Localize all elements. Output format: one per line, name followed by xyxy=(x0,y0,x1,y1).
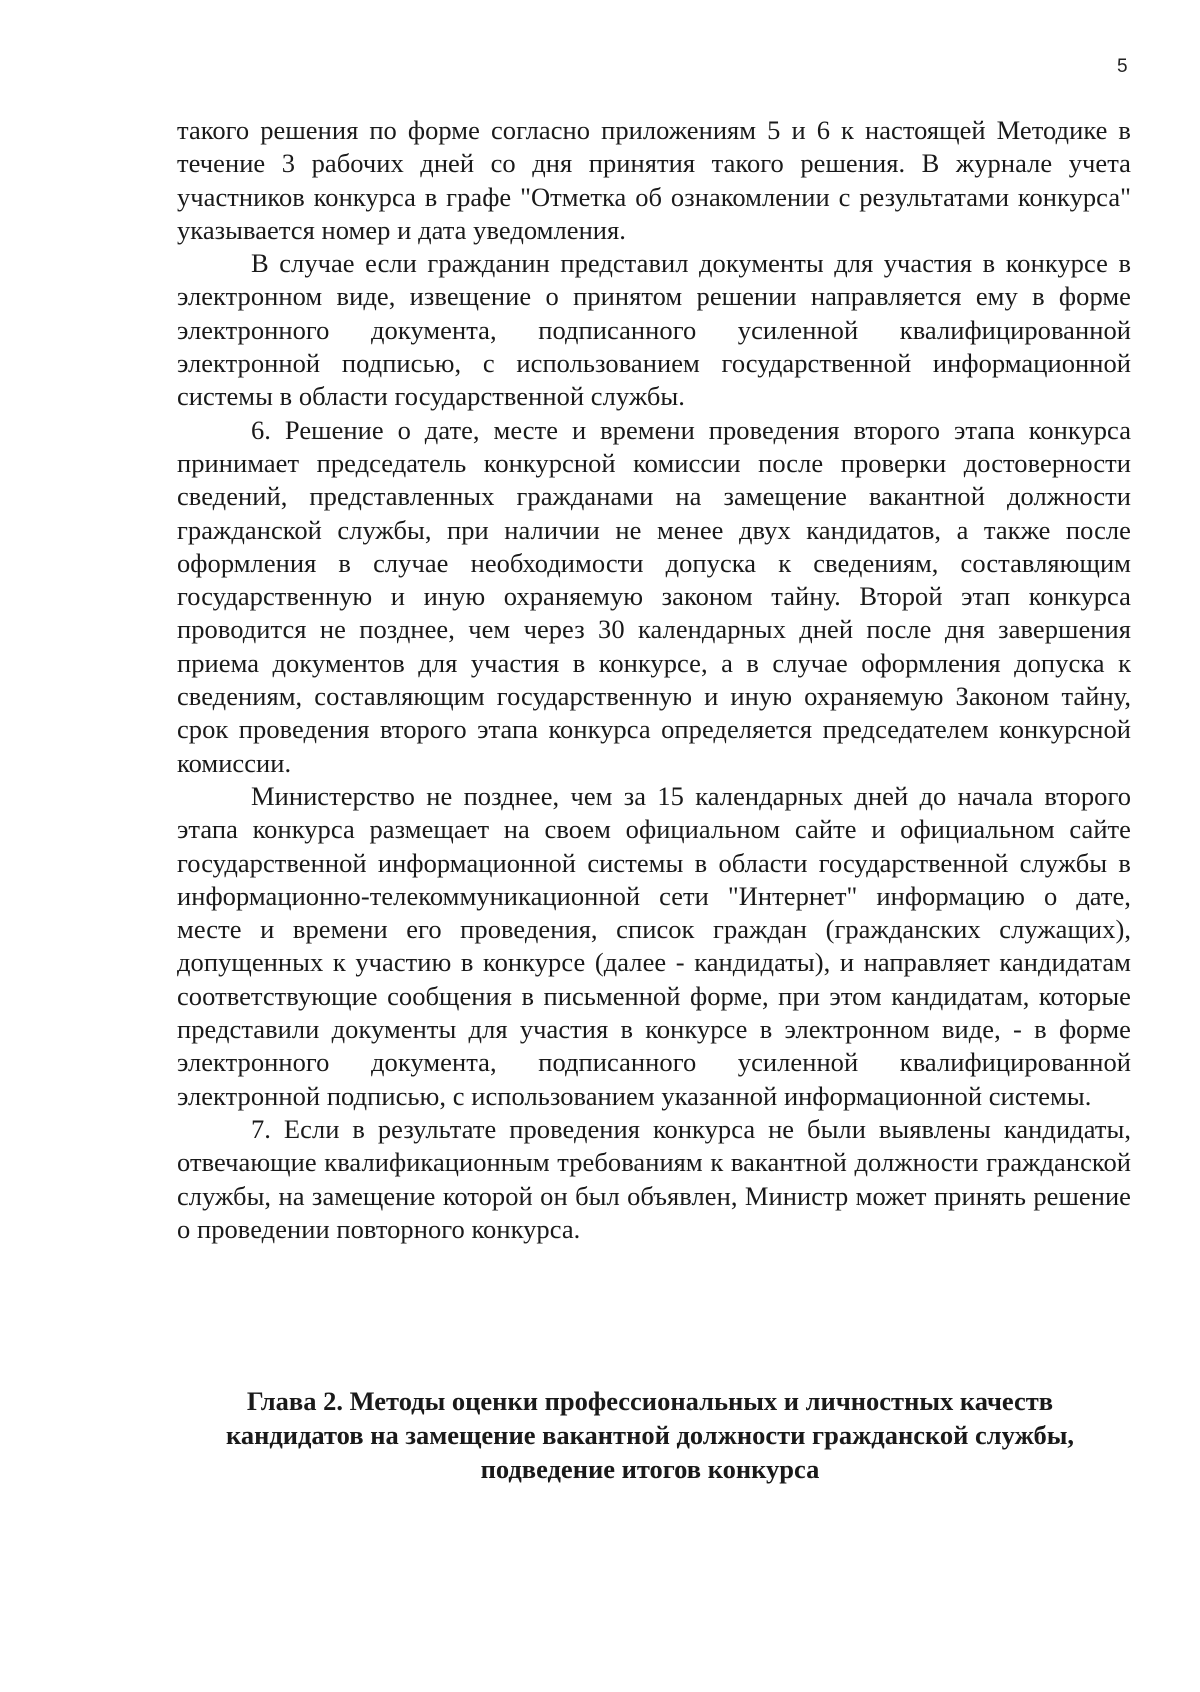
paragraph-5: 7. Если в результате проведения конкурса не были выявлены кандидаты, отвечающие квалификационным требованиям к вакантной должности гражданской службы, на замещение которой он был объявлен, Министр может принять решение о проведении повторного конкурса. xyxy=(177,1113,1131,1244)
paragraph-2: В случае если гражданин представил документы для участия в конкурсе в электронном виде, извещение о принятом решении направляется ему в форме электронного документа, подписанного усиленной квалифицированной электронной подписью, с использованием государственной информационной системы в области государственной службы. xyxy=(177,248,1131,412)
chapter-heading-line-1: Глава 2. Методы оценки профессиональных и личностных качеств xyxy=(246,1386,1054,1416)
chapter-heading-line-3: подведение итогов конкурса xyxy=(480,1454,820,1484)
page-number: 5 xyxy=(1117,56,1128,77)
document-body xyxy=(177,114,1131,1246)
chapter-heading xyxy=(150,1384,1150,1486)
paragraph-3: 6. Решение о дате, месте и времени проведения второго этапа конкурса принимает председатель конкурсной комиссии после проверки достоверности сведений, представленных гражданами на замещение вакантной должности гражданской службы, при наличии не менее двух кандидатов, а также после оформления в случае необходимости допуска к сведениям, составляющим государственную и иную охраняемую законом тайну. Второй этап конкурса проводится не позднее, чем через 30 календарных дней после дня завершения приема документов для участия в конкурсе, а в случае оформления допуска к сведениям, составляющим государственную и иную охраняемую Законом тайну, срок проведения второго этапа конкурса определяется председателем конкурсной комиссии. xyxy=(177,414,1131,778)
paragraph-4: Министерство не позднее, чем за 15 календарных дней до начала второго этапа конкурса размещает на своем официальном сайте и официальном сайте государственной информационной системы в области государственной службы в информационно-телекоммуникационной сети "Интернет" информацию о дате, месте и времени его проведения, список граждан (гражданских служащих), допущенных к участию в конкурсе (далее - кандидаты), и направляет кандидатам соответствующие сообщения в письменной форме, при этом кандидатам, которые представили документы для участия в конкурсе в электронном виде, - в форме электронного документа, подписанного усиленной квалифицированной электронной подписью, с использованием указанной информационной системы. xyxy=(177,780,1131,1111)
paragraph-1: такого решения по форме согласно приложениям 5 и 6 к настоящей Методике в течение 3 рабочих дней со дня принятия такого решения. В журнале учета участников конкурса в графе "Отметка об ознакомлении с результатами конкурса" указывается номер и дата уведомления. xyxy=(177,115,1131,245)
chapter-heading-line-2: кандидатов на замещение вакантной должности гражданской службы, xyxy=(225,1420,1075,1450)
